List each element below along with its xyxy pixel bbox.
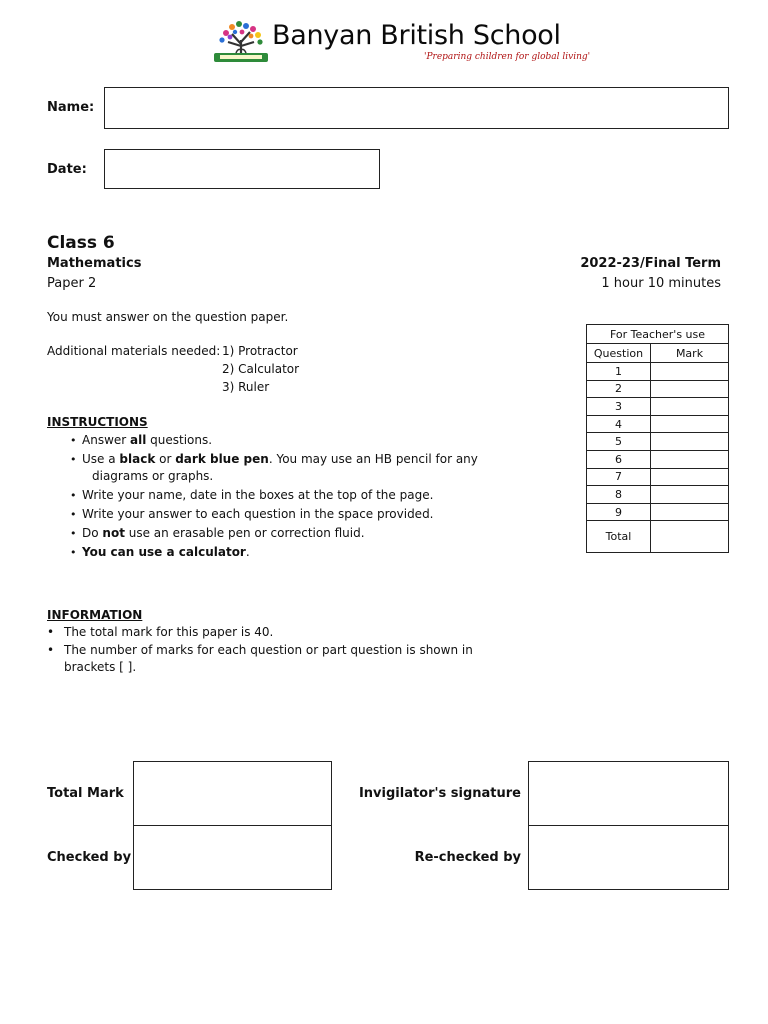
bullet-icon: •: [47, 643, 55, 657]
question-number: 9: [587, 503, 651, 521]
teacher-mark-table: [586, 324, 729, 553]
mark-cell[interactable]: [651, 415, 729, 433]
bullet-icon: •: [47, 625, 55, 639]
question-number: 7: [587, 468, 651, 486]
class-title: Class 6: [47, 233, 115, 253]
table-row: [587, 415, 729, 433]
banyan-tree-icon: [212, 20, 270, 64]
total-label: Total: [587, 521, 651, 553]
teacher-table-title: For Teacher's use: [587, 325, 729, 344]
table-row: [587, 450, 729, 468]
mark-cell[interactable]: [651, 486, 729, 504]
instructions-heading: INSTRUCTIONS: [47, 415, 148, 429]
question-number: 4: [587, 415, 651, 433]
mark-cell[interactable]: [651, 380, 729, 398]
total-mark-label: Total Mark: [47, 786, 124, 801]
instruction-item: • Write your answer to each question in the space provided.: [82, 505, 478, 524]
rechecked-by-label: Re-checked by: [414, 850, 521, 865]
instruction-item: • Do not use an erasable pen or correction fluid.: [82, 524, 478, 543]
mark-cell[interactable]: [651, 503, 729, 521]
mark-cell[interactable]: [651, 468, 729, 486]
material-item: 2) Calculator: [222, 362, 300, 376]
mark-cell[interactable]: [651, 363, 729, 381]
mark-cell[interactable]: [651, 433, 729, 451]
information-heading: INFORMATION: [47, 608, 143, 622]
total-mark-box[interactable]: [133, 761, 332, 826]
instruction-item: • Use a black or dark blue pen. You may use an HB pencil for any: [82, 450, 478, 469]
table-row-total: [587, 521, 729, 553]
table-row: [587, 380, 729, 398]
table-row: [587, 363, 729, 381]
column-header-question: Question: [587, 344, 651, 363]
name-field[interactable]: [104, 87, 729, 129]
table-row: [587, 433, 729, 451]
table-row: [587, 468, 729, 486]
question-number: 1: [587, 363, 651, 381]
instruction-item: • Write your name, date in the boxes at the top of the page.: [82, 486, 478, 505]
instructions-list: [82, 431, 478, 562]
instruction-item: • Answer all questions.: [82, 431, 478, 450]
question-number: 2: [587, 380, 651, 398]
information-item: The number of marks for each question or part question is shown in: [64, 643, 473, 657]
school-logo: [212, 20, 591, 66]
checked-by-label: Checked by: [47, 850, 132, 865]
paper-number: Paper 2: [47, 276, 97, 291]
checked-by-box[interactable]: [133, 825, 332, 890]
instruction-item: • You can use a calculator.: [82, 543, 478, 562]
question-number: 3: [587, 398, 651, 416]
answer-note: You must answer on the question paper.: [47, 310, 289, 324]
mark-cell[interactable]: [651, 398, 729, 416]
school-tagline: 'Preparing children for global living': [424, 52, 591, 62]
column-header-mark: Mark: [651, 344, 729, 363]
question-number: 5: [587, 433, 651, 451]
material-item: 3) Ruler: [222, 380, 270, 394]
mark-cell[interactable]: [651, 450, 729, 468]
question-number: 8: [587, 486, 651, 504]
question-number: 6: [587, 450, 651, 468]
invigilator-signature-label: Invigilator's signature: [358, 786, 521, 801]
material-item: 1) Protractor: [222, 344, 298, 358]
date-field[interactable]: [104, 149, 380, 189]
exam-duration: 1 hour 10 minutes: [601, 276, 721, 291]
information-item: The total mark for this paper is 40.: [64, 625, 274, 639]
instruction-item-continued: diagrams or graphs.: [92, 469, 214, 483]
materials-label: Additional materials needed:: [47, 344, 221, 358]
table-row: [587, 398, 729, 416]
table-row: [587, 503, 729, 521]
invigilator-signature-box[interactable]: [528, 761, 729, 826]
information-item-continued: brackets [ ].: [64, 660, 137, 674]
total-mark-cell[interactable]: [651, 521, 729, 553]
name-label: Name:: [47, 100, 95, 115]
exam-term: 2022-23/Final Term: [580, 256, 721, 271]
school-name: Banyan British School: [272, 20, 561, 51]
rechecked-by-box[interactable]: [528, 825, 729, 890]
table-row: [587, 486, 729, 504]
date-label: Date:: [47, 162, 87, 177]
subject-title: Mathematics: [47, 256, 142, 271]
